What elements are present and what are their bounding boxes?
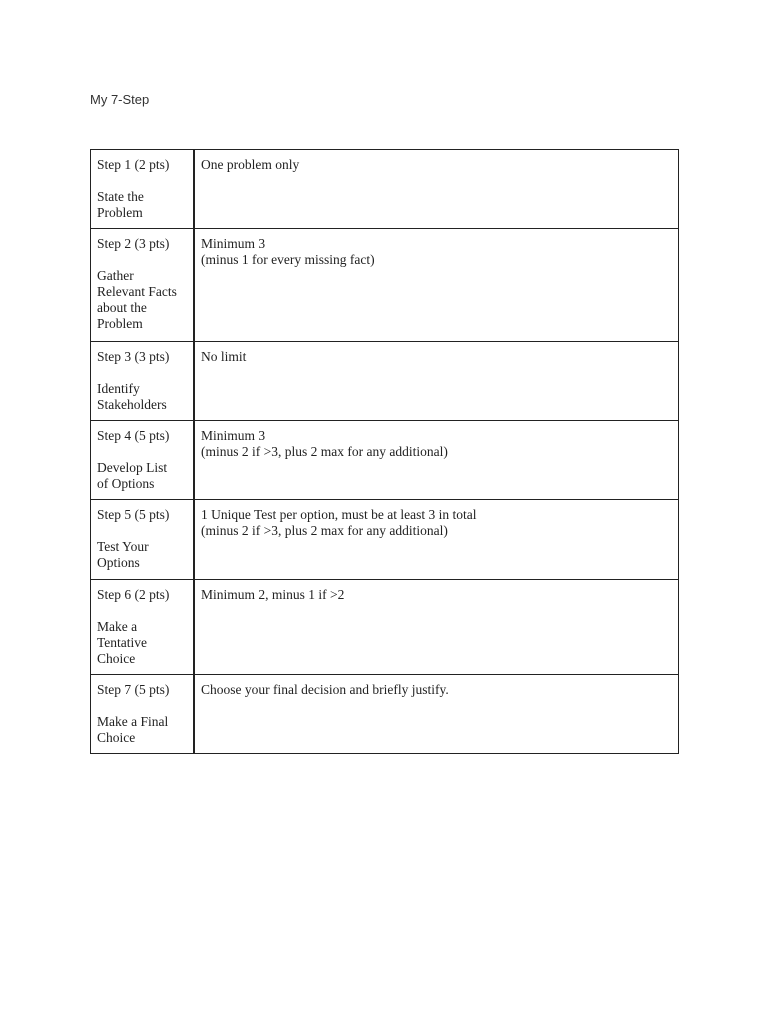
step-name bbox=[97, 381, 187, 413]
table-row bbox=[91, 150, 679, 229]
step-name-line: Tentative bbox=[97, 635, 148, 650]
step-cell bbox=[91, 342, 195, 421]
criteria-cell bbox=[194, 342, 679, 421]
step-name-line: Options bbox=[97, 555, 140, 570]
criteria-line: Minimum 2, minus 1 if >2 bbox=[201, 587, 345, 602]
step-cell bbox=[91, 580, 195, 675]
step-name bbox=[97, 539, 187, 571]
step-name-line: Choice bbox=[97, 651, 136, 666]
step-name-line: Choice bbox=[97, 730, 136, 745]
criteria-line: Minimum 3 bbox=[201, 428, 266, 443]
step-name-line: Relevant Facts bbox=[97, 284, 177, 299]
step-heading: Step 3 (3 pts) bbox=[97, 349, 170, 364]
step-name bbox=[97, 189, 187, 221]
table-row bbox=[91, 675, 679, 754]
step-name-line: Test Your bbox=[97, 539, 149, 554]
table-row bbox=[91, 580, 679, 675]
step-name-line: about the bbox=[97, 300, 147, 315]
step-heading: Step 2 (3 pts) bbox=[97, 236, 170, 251]
criteria-line: One problem only bbox=[201, 157, 300, 172]
criteria-line: 1 Unique Test per option, must be at least 3 in total bbox=[201, 507, 477, 522]
step-cell bbox=[91, 675, 195, 754]
step-cell bbox=[91, 500, 195, 580]
step-name bbox=[97, 268, 187, 332]
criteria-line: (minus 2 if >3, plus 2 max for any additional) bbox=[201, 523, 448, 538]
step-name-line: Make a bbox=[97, 619, 138, 634]
criteria-cell bbox=[194, 150, 679, 229]
criteria-cell bbox=[194, 421, 679, 500]
criteria-cell bbox=[194, 229, 679, 342]
criteria-line: Minimum 3 bbox=[201, 236, 266, 251]
step-heading: Step 7 (5 pts) bbox=[97, 682, 170, 697]
step-name-line: Identify bbox=[97, 381, 140, 396]
step-name bbox=[97, 714, 187, 746]
step-name-line: Stakeholders bbox=[97, 397, 167, 412]
step-name-line: Make a Final bbox=[97, 714, 169, 729]
step-name-line: Gather bbox=[97, 268, 134, 283]
step-name-line: Problem bbox=[97, 205, 143, 220]
table-row bbox=[91, 342, 679, 421]
step-cell bbox=[91, 421, 195, 500]
step-name-line: State the bbox=[97, 189, 144, 204]
step-cell bbox=[91, 229, 195, 342]
step-heading: Step 4 (5 pts) bbox=[97, 428, 170, 443]
table-row bbox=[91, 500, 679, 580]
step-name-line: Develop List bbox=[97, 460, 168, 475]
criteria-cell bbox=[194, 675, 679, 754]
criteria-line: (minus 2 if >3, plus 2 max for any additional) bbox=[201, 444, 448, 459]
step-name-line: of Options bbox=[97, 476, 155, 491]
step-heading: Step 1 (2 pts) bbox=[97, 157, 170, 172]
step-name bbox=[97, 619, 187, 667]
criteria-cell bbox=[194, 580, 679, 675]
step-name bbox=[97, 460, 187, 492]
rubric-table bbox=[90, 149, 679, 754]
table-row bbox=[91, 229, 679, 342]
document-title: My 7-Step bbox=[90, 92, 150, 107]
criteria-line: Choose your final decision and briefly justify. bbox=[201, 682, 449, 697]
criteria-line: (minus 1 for every missing fact) bbox=[201, 252, 375, 267]
criteria-cell bbox=[194, 500, 679, 580]
step-cell bbox=[91, 150, 195, 229]
step-heading: Step 5 (5 pts) bbox=[97, 507, 170, 522]
step-name-line: Problem bbox=[97, 316, 143, 331]
criteria-line: No limit bbox=[201, 349, 247, 364]
table-row bbox=[91, 421, 679, 500]
step-heading: Step 6 (2 pts) bbox=[97, 587, 170, 602]
